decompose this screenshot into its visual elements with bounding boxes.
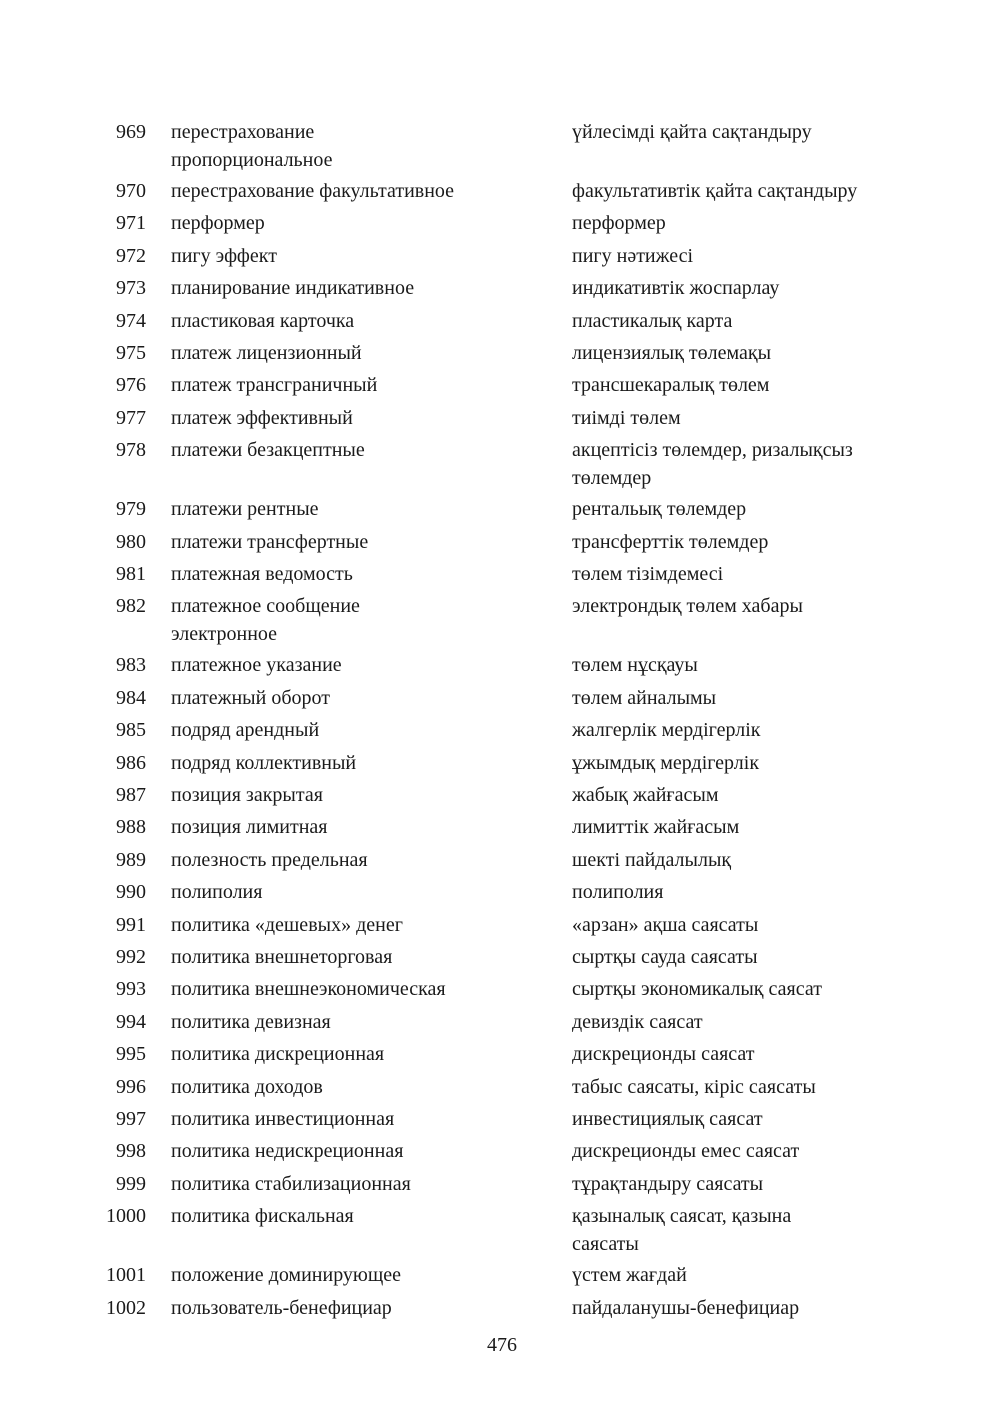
russian-term-line: политика внешнеторговая [171, 946, 393, 968]
kazakh-term-line: қазыналық саясат, қазына [572, 1205, 792, 1228]
glossary-row [0, 911, 1004, 939]
glossary-row [0, 1261, 1004, 1289]
russian-term-line: платежи рентные [171, 498, 319, 521]
kazakh-term-line: сыртқы экономикалық саясат [572, 978, 822, 1001]
kazakh-term [572, 1170, 992, 1198]
russian-term [171, 592, 551, 648]
russian-term-line: политика стабилизационная [171, 1172, 411, 1195]
entry-number: 977 [116, 406, 146, 429]
russian-term-line: планирование индикативное [171, 277, 415, 300]
glossary-row [0, 1202, 1004, 1258]
kazakh-term-line: жалгерлік мердігерлік [572, 719, 761, 742]
russian-term-line: политика «дешевых» денег [171, 913, 403, 936]
glossary-row [0, 436, 1004, 492]
russian-term [171, 118, 551, 174]
entry-number: 990 [116, 881, 146, 904]
kazakh-term-line: сыртқы сауда саясаты [572, 946, 758, 968]
kazakh-term [572, 1137, 992, 1165]
glossary-row [0, 274, 1004, 302]
kazakh-term-line: пигу нәтижесі [572, 244, 693, 267]
russian-term [171, 209, 551, 237]
glossary-row [0, 592, 1004, 648]
glossary-row [0, 878, 1004, 906]
entry-number: 997 [116, 1108, 146, 1130]
glossary-row [0, 651, 1004, 679]
kazakh-term-line: тиімді төлем [572, 406, 681, 429]
entry-number: 983 [116, 654, 146, 677]
kazakh-term [572, 1105, 992, 1133]
entry-number: 999 [116, 1172, 146, 1195]
glossary-row [0, 1294, 1004, 1322]
russian-term [171, 1202, 551, 1230]
entry-number: 1002 [106, 1296, 146, 1319]
glossary-row [0, 813, 1004, 841]
russian-term-line: политика недискреционная [171, 1140, 404, 1163]
glossary-row [0, 684, 1004, 712]
kazakh-term-line: төлем нұсқауы [572, 654, 698, 677]
kazakh-term [572, 1261, 992, 1289]
entry-number: 991 [116, 913, 146, 936]
kazakh-term-line: тұрақтандыру саясаты [572, 1172, 764, 1195]
russian-term-line: платеж трансграничный [171, 374, 378, 397]
glossary-row [0, 495, 1004, 523]
kazakh-term [572, 1040, 992, 1068]
kazakh-term-line: дискреционды саясат [572, 1043, 755, 1066]
entry-number: 996 [116, 1075, 146, 1098]
russian-term-line: подряд коллективный [171, 751, 357, 774]
kazakh-term-line: «арзан» ақша саясаты [572, 913, 759, 936]
russian-term-line: платежное указание [171, 654, 342, 677]
kazakh-term [572, 307, 992, 335]
kazakh-term [572, 404, 992, 432]
glossary-row [0, 528, 1004, 556]
kazakh-term-line: жабық жайғасым [572, 784, 719, 806]
glossary-row [0, 1073, 1004, 1101]
russian-term [171, 878, 551, 906]
kazakh-term-line: инвестициялық саясат [572, 1108, 763, 1130]
kazakh-term [572, 177, 992, 205]
russian-term-line: положение доминирующее [171, 1264, 402, 1287]
kazakh-term-line: трансшекаралық төлем [572, 374, 770, 397]
entry-number: 986 [116, 751, 146, 774]
glossary-row [0, 371, 1004, 399]
kazakh-term [572, 592, 992, 620]
russian-term [171, 495, 551, 523]
russian-term [171, 651, 551, 679]
russian-term-line: электронное [171, 623, 278, 646]
entry-number: 988 [116, 816, 146, 839]
kazakh-term-line: төлем тізімдемесі [572, 563, 724, 585]
russian-term-line: платежная ведомость [171, 563, 353, 585]
russian-term-line: платеж эффективный [171, 406, 353, 429]
russian-term [171, 684, 551, 712]
russian-term [171, 436, 551, 464]
russian-term-line: политика доходов [171, 1075, 323, 1098]
russian-term [171, 1170, 551, 1198]
kazakh-term-line: лимиттік жайғасым [572, 816, 740, 839]
russian-term [171, 749, 551, 777]
russian-term [171, 560, 551, 588]
russian-term-line: перестрахование [171, 121, 315, 143]
glossary-row [0, 975, 1004, 1003]
entry-number: 1000 [106, 1205, 146, 1228]
kazakh-term [572, 495, 992, 523]
entry-number: 984 [116, 686, 146, 709]
glossary-row [0, 749, 1004, 777]
russian-term [171, 1105, 551, 1133]
kazakh-term-line: төлем айналымы [572, 686, 717, 709]
entry-number: 976 [116, 374, 146, 397]
kazakh-term [572, 749, 992, 777]
entry-number: 998 [116, 1140, 146, 1163]
kazakh-term [572, 813, 992, 841]
glossary-row [0, 560, 1004, 588]
russian-term [171, 1008, 551, 1036]
russian-term-line: позиция лимитная [171, 816, 328, 839]
entry-number: 971 [116, 212, 146, 235]
entry-number: 979 [116, 498, 146, 521]
russian-term-line: политика внешнеэкономическая [171, 978, 446, 1001]
kazakh-term [572, 209, 992, 237]
russian-term [171, 1073, 551, 1101]
russian-term-line: полиполия [171, 881, 263, 904]
russian-term [171, 242, 551, 270]
russian-term-line: пропорциональное [171, 149, 333, 171]
russian-term-line: пользователь-бенефициар [171, 1296, 392, 1319]
russian-term [171, 339, 551, 367]
kazakh-term-line: үйлесімді қайта сақтандыру [572, 121, 812, 143]
russian-term [171, 911, 551, 939]
glossary-row [0, 404, 1004, 432]
russian-term-line: политика девизная [171, 1010, 331, 1033]
russian-term-line: полезность предельная [171, 848, 368, 871]
russian-term [171, 528, 551, 556]
kazakh-term-line: электрондық төлем хабары [572, 595, 803, 618]
kazakh-term-line: индикативтік жоспарлау [572, 277, 780, 300]
russian-term [171, 943, 551, 971]
kazakh-term-line: шекті пайдалылық [572, 848, 732, 871]
russian-term-line: политика фискальная [171, 1205, 354, 1228]
glossary-row [0, 339, 1004, 367]
russian-term-line: платежное сообщение [171, 595, 360, 618]
kazakh-term [572, 528, 992, 556]
kazakh-term [572, 242, 992, 270]
entry-number: 980 [116, 530, 146, 553]
entry-number: 982 [116, 595, 146, 618]
kazakh-term [572, 651, 992, 679]
russian-term [171, 404, 551, 432]
russian-term-line: политика инвестиционная [171, 1108, 395, 1130]
russian-term-line: платежный оборот [171, 686, 330, 709]
russian-term [171, 781, 551, 809]
kazakh-term [572, 846, 992, 874]
entry-number: 995 [116, 1043, 146, 1066]
glossary-row [0, 1170, 1004, 1198]
entry-number: 973 [116, 277, 146, 300]
kazakh-term-line: трансферттік төлемдер [572, 530, 769, 553]
kazakh-term [572, 274, 992, 302]
entry-number: 992 [116, 946, 146, 968]
kazakh-term-line: үстем жағдай [572, 1264, 687, 1287]
russian-term [171, 307, 551, 335]
glossary-row [0, 209, 1004, 237]
glossary-row [0, 1008, 1004, 1036]
russian-term [171, 371, 551, 399]
kazakh-term [572, 716, 992, 744]
kazakh-term-line: төлемдер [572, 467, 652, 490]
entry-number: 1001 [106, 1264, 146, 1287]
kazakh-term-line: ұжымдық мердігерлік [572, 751, 760, 774]
kazakh-term [572, 371, 992, 399]
russian-term-line: позиция закрытая [171, 784, 323, 806]
glossary-row [0, 1137, 1004, 1165]
kazakh-term-line: пайдаланушы-бенефициар [572, 1296, 800, 1319]
russian-term-line: пигу эффект [171, 244, 277, 267]
kazakh-term [572, 1008, 992, 1036]
kazakh-term [572, 911, 992, 939]
kazakh-term-line: саясаты [572, 1233, 639, 1256]
russian-term [171, 846, 551, 874]
glossary-row [0, 716, 1004, 744]
russian-term-line: платежи трансфертные [171, 530, 369, 553]
glossary-row [0, 307, 1004, 335]
russian-term [171, 813, 551, 841]
glossary-row [0, 846, 1004, 874]
entry-number: 975 [116, 342, 146, 364]
kazakh-term [572, 684, 992, 712]
kazakh-term-line: пластикалық карта [572, 309, 733, 332]
kazakh-term-line: лицензиялық төлемақы [572, 342, 772, 364]
russian-term [171, 1294, 551, 1322]
entry-number: 974 [116, 309, 146, 332]
glossary-row [0, 118, 1004, 174]
russian-term [171, 1040, 551, 1068]
russian-term [171, 177, 551, 205]
entry-number: 972 [116, 244, 146, 267]
russian-term [171, 274, 551, 302]
entry-number: 985 [116, 719, 146, 742]
kazakh-term [572, 878, 992, 906]
kazakh-term-line: факультативтік қайта сақтандыру [572, 180, 858, 202]
glossary-row [0, 177, 1004, 205]
kazakh-term [572, 118, 992, 146]
russian-term-line: перестрахование факультативное [171, 180, 455, 202]
kazakh-term [572, 1294, 992, 1322]
kazakh-term-line: рентальық төлемдер [572, 498, 747, 521]
entry-number: 969 [116, 121, 146, 143]
glossary-row [0, 1105, 1004, 1133]
russian-term [171, 1261, 551, 1289]
entry-number: 994 [116, 1010, 146, 1033]
entry-number: 978 [116, 439, 146, 462]
russian-term-line: подряд арендный [171, 719, 320, 742]
kazakh-term-line: табыс саясаты, кіріс саясаты [572, 1075, 816, 1098]
kazakh-term [572, 339, 992, 367]
kazakh-term [572, 1202, 992, 1258]
entry-number: 970 [116, 180, 146, 202]
glossary-row [0, 943, 1004, 971]
kazakh-term [572, 560, 992, 588]
kazakh-term-line: перформер [572, 212, 666, 235]
russian-term [171, 1137, 551, 1165]
kazakh-term-line: дискреционды емес саясат [572, 1140, 800, 1163]
glossary-row [0, 1040, 1004, 1068]
russian-term [171, 716, 551, 744]
russian-term [171, 975, 551, 1003]
kazakh-term [572, 943, 992, 971]
russian-term-line: перформер [171, 212, 265, 235]
russian-term-line: платеж лицензионный [171, 342, 362, 364]
russian-term-line: политика дискреционная [171, 1043, 385, 1066]
kazakh-term-line: полиполия [572, 881, 664, 904]
russian-term-line: платежи безакцептные [171, 439, 365, 462]
kazakh-term [572, 436, 992, 492]
glossary-row [0, 242, 1004, 270]
entry-number: 987 [116, 784, 146, 806]
page-number: 476 [487, 1334, 517, 1356]
entry-number: 993 [116, 978, 146, 1001]
entry-number: 981 [116, 563, 146, 585]
kazakh-term [572, 1073, 992, 1101]
russian-term-line: пластиковая карточка [171, 309, 355, 332]
kazakh-term [572, 781, 992, 809]
kazakh-term [572, 975, 992, 1003]
kazakh-term-line: девиздік саясат [572, 1010, 703, 1033]
kazakh-term-line: акцептісіз төлемдер, ризалықсыз [572, 439, 853, 462]
glossary-row [0, 781, 1004, 809]
entry-number: 989 [116, 848, 146, 871]
